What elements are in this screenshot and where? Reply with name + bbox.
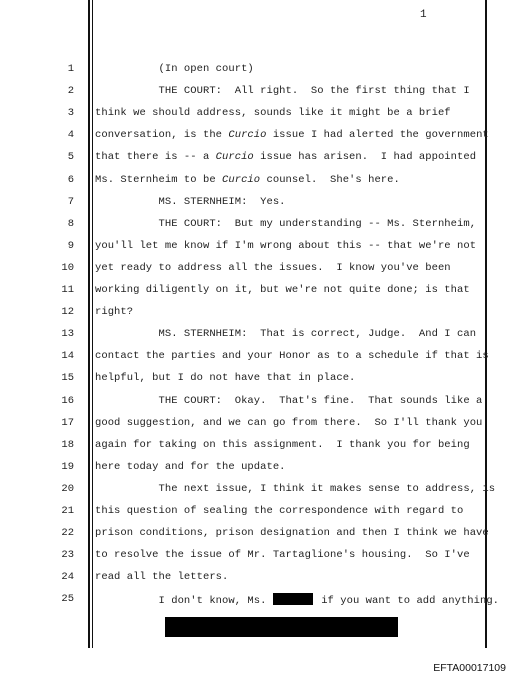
transcript-line: THE COURT: All right. So the first thing that I [95, 85, 470, 98]
line-number: 16 [61, 394, 74, 407]
transcript-line [95, 593, 499, 607]
transcript-line: think we should address, sounds like it might be a brief [95, 107, 451, 120]
text-segment: issue I had alerted the government [266, 129, 489, 142]
transcript-line: working diligently on it, but we're not quite done; is that [95, 284, 470, 296]
transcript-line [95, 174, 400, 186]
line-number: 9 [67, 239, 74, 252]
line-number: 24 [61, 571, 74, 584]
transcript-line: helpful, but I do not have that in place. [95, 372, 356, 385]
line-number: 12 [61, 306, 74, 319]
line-number: 1 [67, 63, 74, 75]
transcript-line: THE COURT: Okay. That's fine. That sounds like a [95, 394, 483, 407]
text-segment: issue has arisen. I had appointed [253, 151, 477, 164]
line-number: 2 [67, 85, 74, 98]
transcript-line: here today and for the update. [95, 460, 286, 473]
line-number: 19 [61, 460, 74, 473]
transcript-line: MS. STERNHEIM: That is correct, Judge. And I can [95, 328, 477, 341]
line-number: 8 [67, 217, 74, 230]
transcript-line: this question of sealing the correspondence with regard to [95, 505, 464, 517]
line-number: 17 [61, 416, 74, 429]
transcript-line: right? [95, 306, 134, 319]
text-segment: I don't know, Ms. [95, 595, 273, 608]
text-segment: Ms. Sternheim to be [95, 173, 223, 186]
transcript-line: good suggestion, and we can go from there. So I'll thank you [95, 416, 483, 429]
document-id: EFTA00017109 [433, 662, 506, 674]
line-number: 4 [67, 129, 74, 142]
left-margin-rule-1 [88, 0, 90, 648]
italic-term: Curcio [222, 173, 261, 186]
transcript-line: prison conditions, prison designation and then I think we have [95, 527, 489, 540]
redaction-bar [273, 593, 313, 605]
line-number: 11 [61, 284, 74, 296]
transcript-line: contact the parties and your Honor as to a schedule if that is [95, 350, 489, 363]
line-number: 3 [67, 107, 74, 120]
line-number: 23 [61, 549, 74, 562]
text-segment: conversation, is the [95, 129, 229, 142]
transcript-line [95, 151, 476, 163]
transcript-line: again for taking on this assignment. I thank you for being [95, 438, 470, 451]
transcript-line: read all the letters. [95, 571, 229, 584]
italic-term: Curcio [228, 129, 267, 142]
line-number: 15 [61, 372, 74, 385]
right-margin-rule [485, 0, 487, 648]
line-number: 5 [67, 151, 74, 164]
line-number: 14 [61, 350, 74, 363]
text-segment: counsel. She's here. [260, 173, 400, 186]
transcript-line: you'll let me know if I'm wrong about this -- that we're not [95, 239, 477, 252]
line-number: 22 [61, 527, 74, 540]
transcript-line: THE COURT: But my understanding -- Ms. Sternheim, [95, 217, 477, 230]
page-number: 1 [420, 9, 427, 21]
line-number: 20 [61, 482, 74, 495]
line-number: 10 [61, 261, 74, 274]
italic-term: Curcio [215, 151, 254, 164]
line-number: 13 [61, 328, 74, 341]
line-number: 7 [67, 195, 74, 208]
text-segment: that there is -- a [95, 151, 216, 164]
transcript-line: The next issue, I think it makes sense to address, is [95, 482, 496, 495]
line-number: 6 [67, 173, 74, 186]
transcript-line: yet ready to address all the issues. I know you've been [95, 261, 451, 274]
transcript-line [95, 129, 489, 141]
redaction-block [165, 617, 398, 637]
left-margin-rule-2 [92, 0, 94, 648]
text-segment: if you want to add anything. [314, 595, 500, 608]
line-number: 21 [61, 505, 74, 517]
transcript-line: (In open court) [95, 63, 254, 75]
line-number: 18 [61, 438, 74, 451]
transcript-line: MS. STERNHEIM: Yes. [95, 195, 286, 208]
line-number: 25 [61, 593, 74, 606]
transcript-line: to resolve the issue of Mr. Tartaglione's housing. So I've [95, 549, 470, 562]
